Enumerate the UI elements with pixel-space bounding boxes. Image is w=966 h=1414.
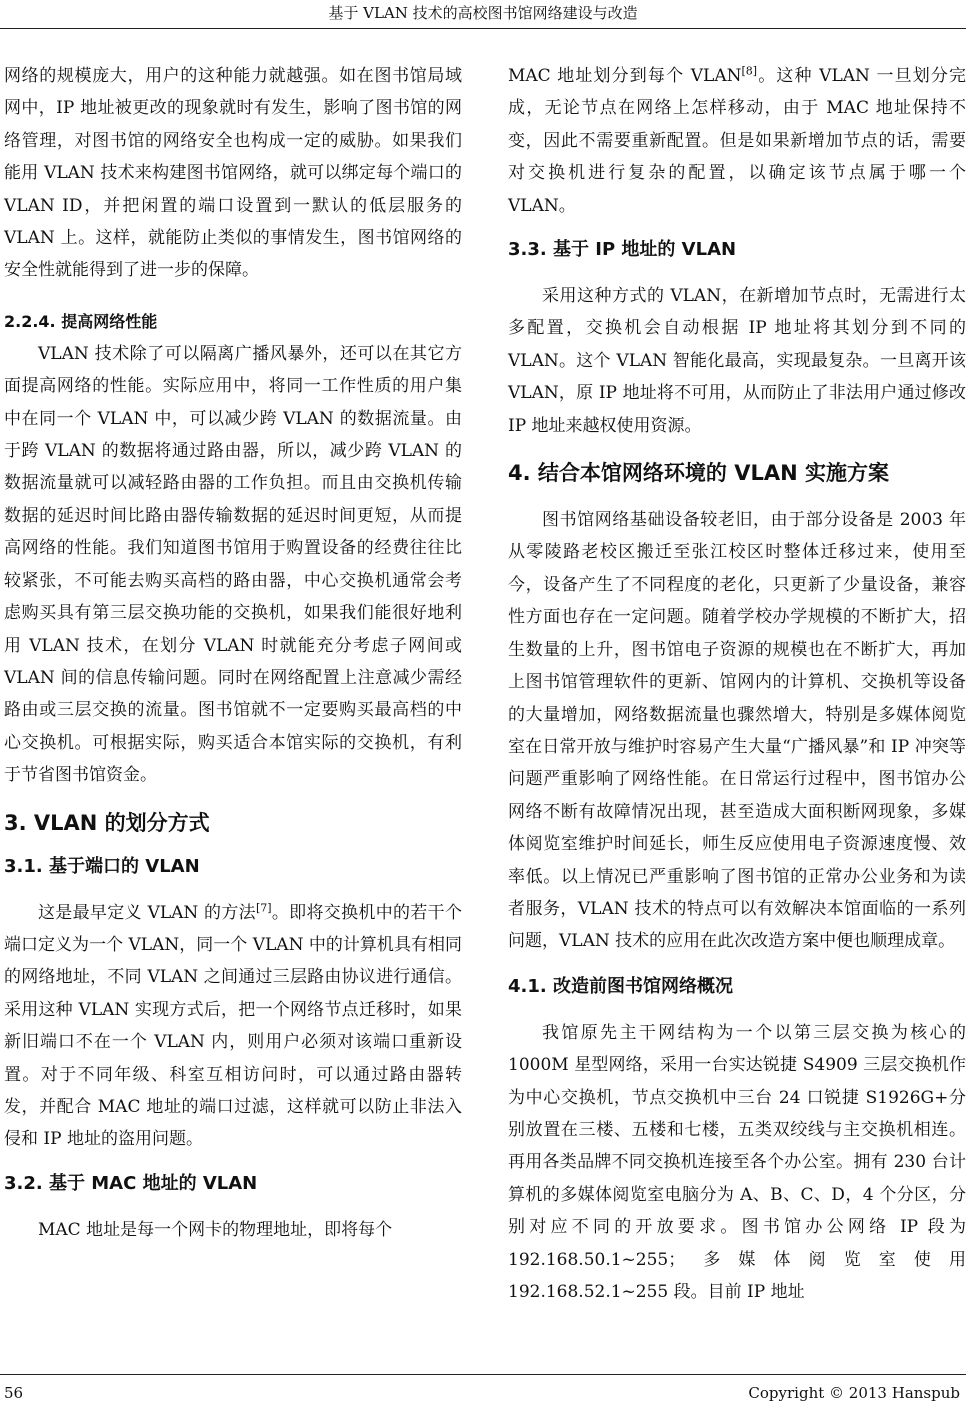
intro-paragraph: 网络的规模庞大，用户的这种能力就越强。如在图书馆局域网中，IP 地址被更改的现象就时有发生，影响了图书馆的网络管理，对图书馆的网络安全也构成一定的威胁。如果我们能用 VLAN 技术来构建图书馆网络，就可以绑定每个端口的 VLAN ID，并把闲置的端口设置到一默认的低层服务的 VLAN 上。这样，就能防止类似的事情发生，图书馆网络的安全性就能得到了进一步的保障。 bbox=[4, 66, 462, 281]
right-column bbox=[508, 60, 966, 1308]
paragraph-4: 图书馆网络基础设备较老旧，由于部分设备是 2003 年从零陵路老校区搬迁至张江校区时整体迁移过来，使用至今，设备产生了不同程度的老化，只更新了少量设备，兼容性方面也存在一定问题。随着学校办学规模的不断扩大，招生数量的上升，图书馆电子资源的规模也在不断扩大，再加上图书馆管理软件的更新、馆网内的计算机、交换机等设备的大量增加，网络数据流量也骤然增大，特别是多媒体阅览室在日常开放与维护时容易产生大量“广播风暴”和 IP 冲突等问题严重影响了网络性能。在日常运行过程中，图书馆办公网络不断有故障情况出现，甚至造成大面积断网现象，多媒体阅览室维护时间延长，师生反应使用电子资源速度慢、效率低。以上情况已严重影响了图书馆的正常办公业务和为读者服务，VLAN 技术的特点可以有效解决本馆面临的一系列问题，VLAN 技术的应用在此次改造方案中便也顺理成章。 bbox=[508, 510, 966, 952]
citation-8: [8] bbox=[741, 64, 758, 78]
page-number: 56 bbox=[4, 1384, 24, 1402]
heading-3-1: 3.1. 基于端口的 VLAN bbox=[4, 855, 200, 877]
paragraph-3-2-text-b: 。这种 VLAN 一旦划分完成，无论节点在网络上怎样移动，由于 MAC 地址保持不变，因此不需要重新配置。但是如果新增加节点的话，需要对交换机进行复杂的配置，以确定该节点属于哪一个 VLAN。 bbox=[508, 66, 966, 216]
paragraph-3-2-continued bbox=[508, 60, 966, 222]
paragraph-3-1-text-b: 。即将交换机中的若干个端口定义为一个 VLAN，同一个 VLAN 中的计算机具有相同的网络地址，不同 VLAN 之间通过三层路由协议进行通信。采用这种 VLAN 实现方式后，把一个网络节点迁移时，如果新旧端口不在一个 VLAN 内，则用户必须对该端口重新设置。对于不同年级、科室互相访问时，可以通过路由器转发，并配合 MAC 地址的端口过滤，这样就可以防止非法入侵和 IP 地址的盗用问题。 bbox=[4, 902, 462, 1150]
running-title: 基于 VLAN 技术的高校图书馆网络建设与改造 bbox=[328, 4, 638, 22]
paragraph-3-2-text-a: MAC 地址划分到每个 VLAN bbox=[508, 66, 742, 86]
heading-section-3: 3. VLAN 的划分方式 bbox=[4, 810, 210, 835]
paragraph-3-1-text-a: 这是最早定义 VLAN 的方法 bbox=[38, 902, 256, 923]
paragraph-2-2-4: VLAN 技术除了可以隔离广播风暴外，还可以在其它方面提高网络的性能。实际应用中，将同一工作性质的用户集中在同一个 VLAN 中，可以减少跨 VLAN 的数据流量。由于跨 VLAN 的数据将通过路由器，所以，减少跨 VLAN 的数据流量就可以减轻路由器的工作负担。而且由交换机传输数据的延迟时间比路由器传输数据的延迟时间更短，从而提高网络的性能。我们知道图书馆用于购置设备的经费往往比较紧张，不可能去购买高档的路由器，中心交换机通常会考虑购买具有第三层交换功能的交换机，如果我们能很好地利用 VLAN 技术，在划分 VLAN 时就能充分考虑子网间或 VLAN 间的信息传输问题。同时在网络配置上注意减少需经路由或三层交换的流量。图书馆就不一定要购买最高档的中心交换机。可根据实际，购买适合本馆实际的交换机，有利于节省图书馆资金。 bbox=[4, 343, 462, 786]
heading-section-4: 4. 结合本馆网络环境的 VLAN 实施方案 bbox=[508, 461, 889, 486]
heading-3-2: 3.2. 基于 MAC 地址的 VLAN bbox=[4, 1172, 258, 1194]
paragraph-4-1: 我馆原先主干网结构为一个以第三层交换为核心的 1000M 星型网络，采用一台实达锐捷 S4909 三层交换机作为中心交换机，节点交换机中三台 24 口锐捷 S1926G+分别放置在三楼、五楼和七楼，五类双绞线与主交换机相连。再用各类品牌不同交换机连接至各个办公室。拥有 230 台计算机的多媒体阅览室电脑分为 A、B、C、D，4 个分区，分别对应不同的开放要求。图书馆办公网络 IP 段为 192.168.50.1~255；多媒体阅览室使用 192.168.52.1~255 段。目前 IP 地址 bbox=[508, 1022, 966, 1302]
header-rule bbox=[0, 28, 966, 29]
heading-2-2-4: 2.2.4. 提高网络性能 bbox=[4, 311, 158, 331]
paragraph-3-2-start: MAC 地址是每一个网卡的物理地址，即将每个 bbox=[38, 1219, 393, 1240]
copyright-notice: Copyright © 2013 Hanspub bbox=[748, 1384, 960, 1402]
left-column bbox=[4, 60, 462, 1246]
citation-7: [7] bbox=[255, 900, 272, 914]
paragraph-3-1 bbox=[4, 897, 462, 1156]
heading-3-3: 3.3. 基于 IP 地址的 VLAN bbox=[508, 239, 737, 261]
paragraph-3-3: 采用这种方式的 VLAN，在新增加节点时，无需进行太多配置，交换机会自动根据 IP 地址将其划分到不同的 VLAN。这个 VLAN 智能化最高，实现最复杂。一旦离开该 VLAN，原 IP 地址将不可用，从而防止了非法用户通过修改 IP 地址来越权使用资源。 bbox=[508, 286, 966, 436]
heading-4-1: 4.1. 改造前图书馆网络概况 bbox=[508, 975, 733, 997]
footer-rule bbox=[0, 1374, 966, 1375]
